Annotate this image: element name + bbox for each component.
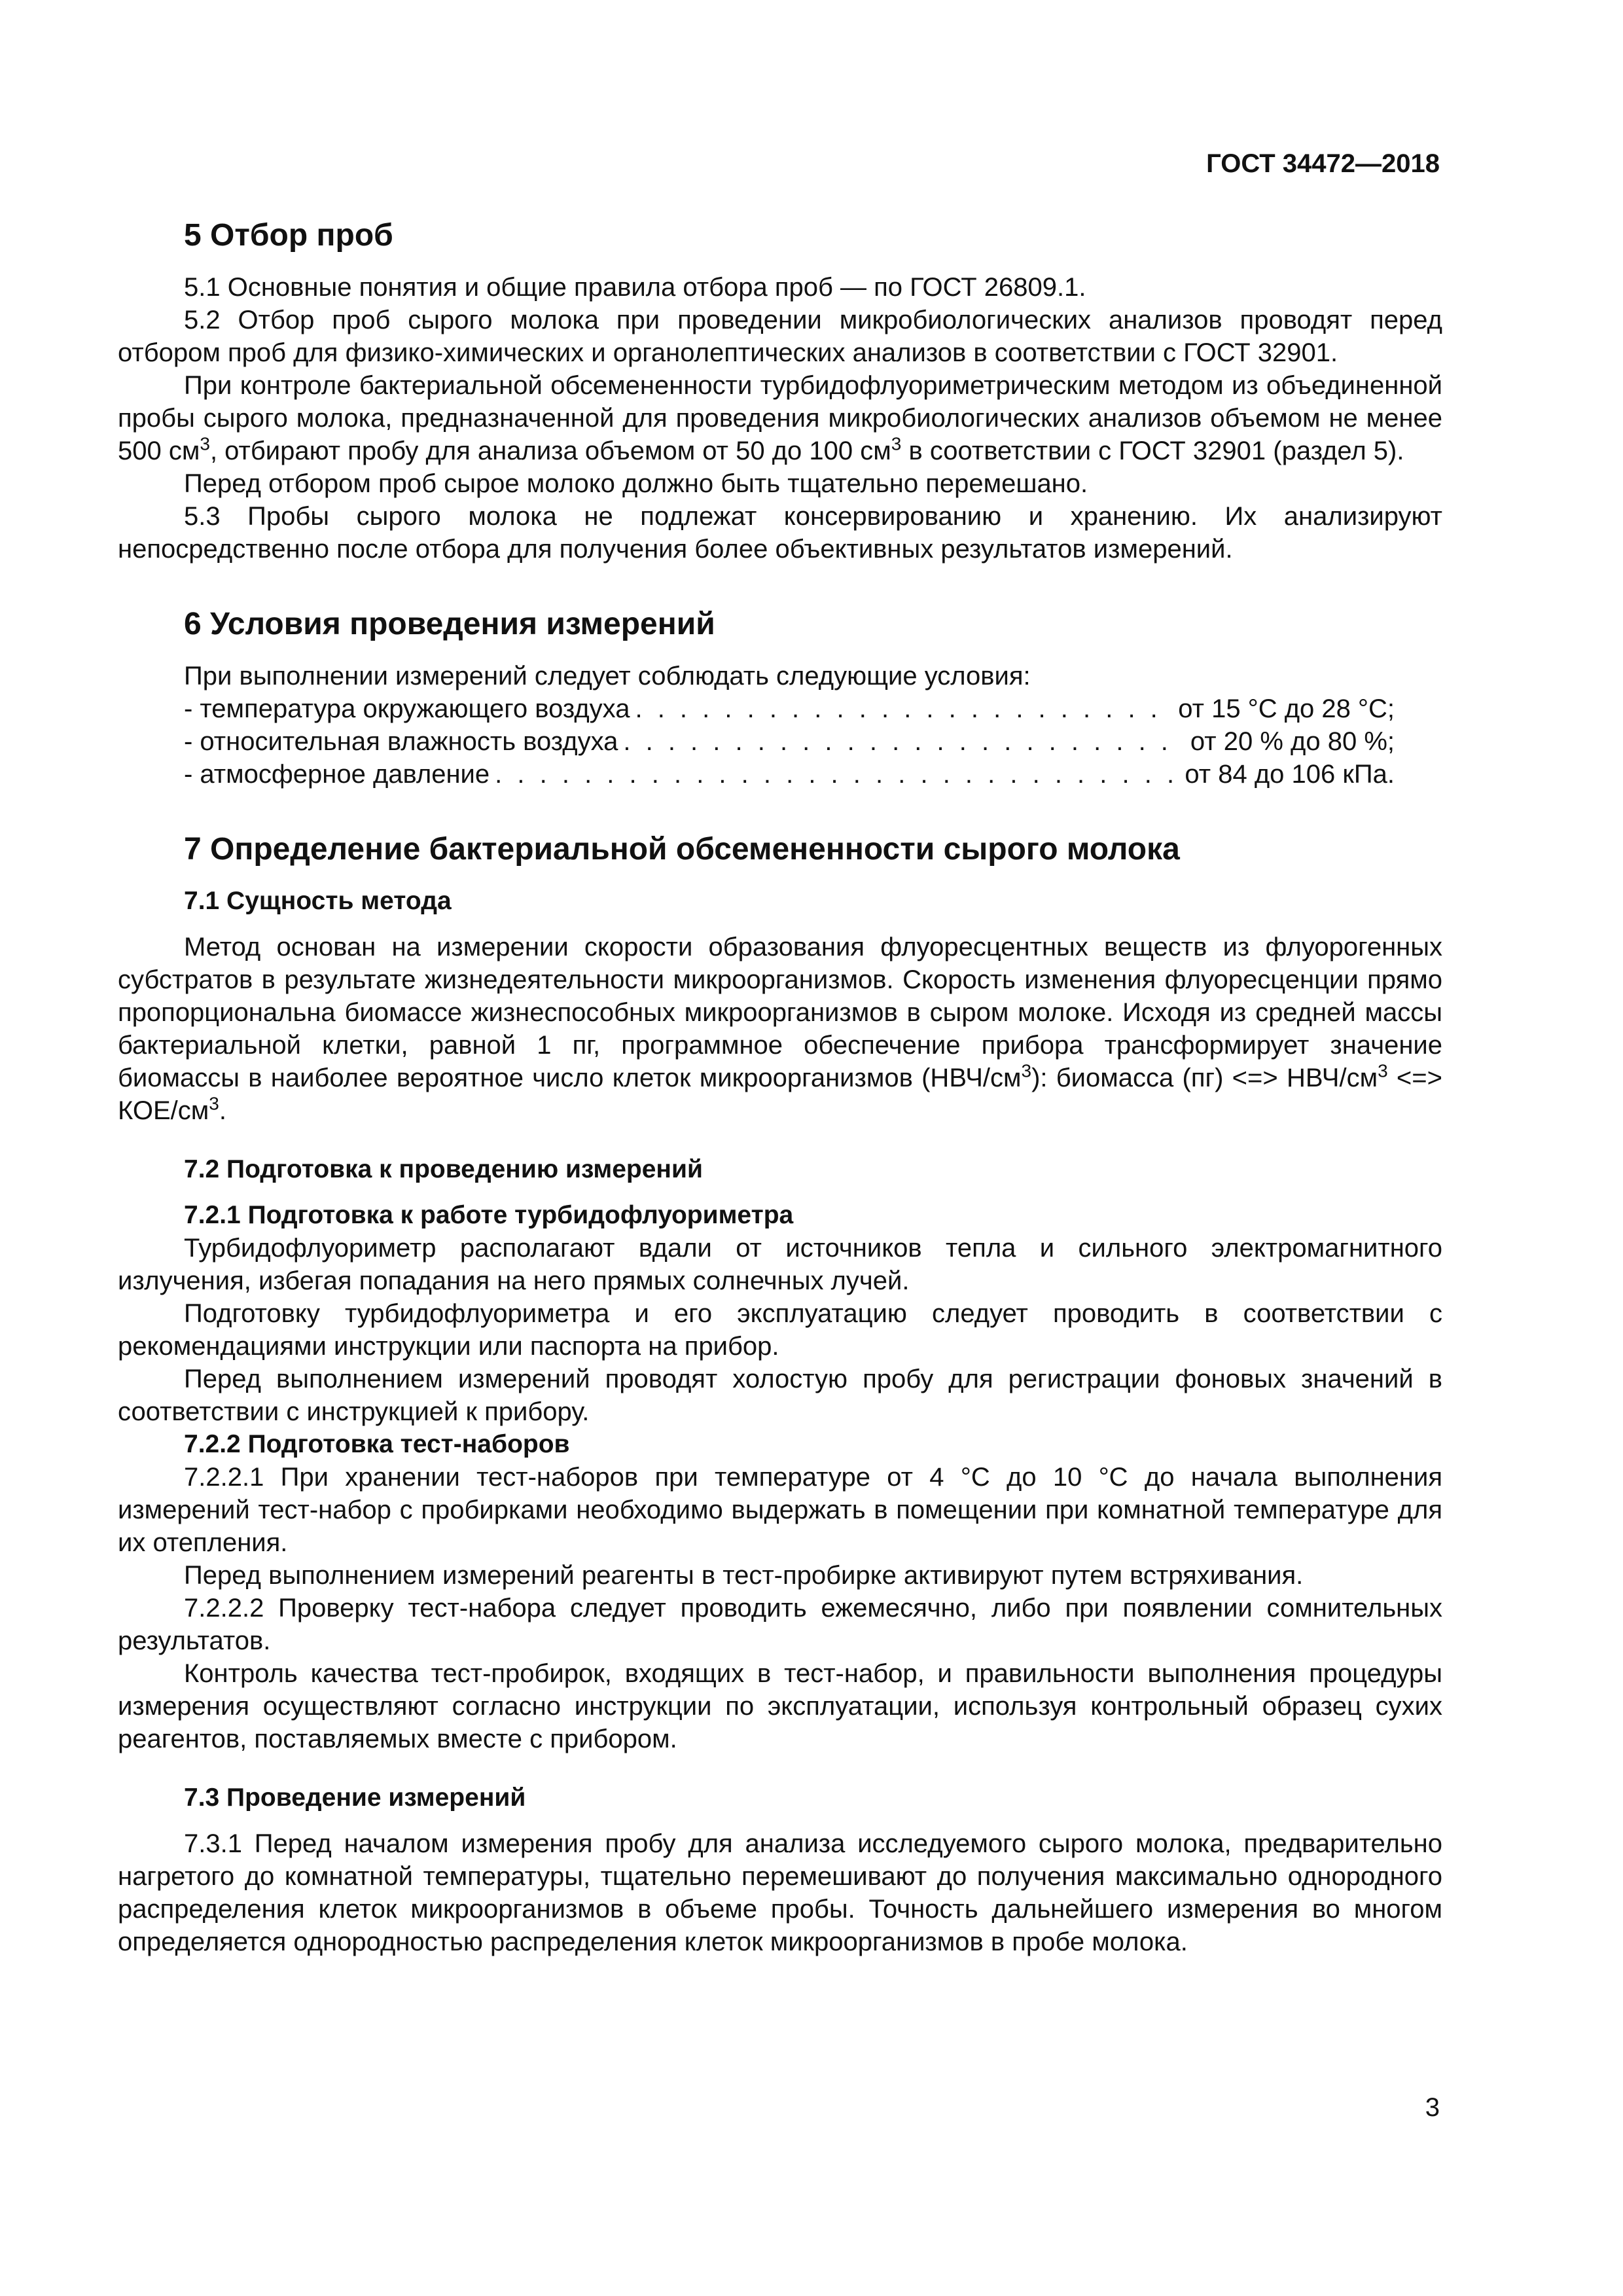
leader-dots (623, 725, 1185, 758)
document-body (118, 216, 1442, 1958)
superscript: 3 (891, 433, 902, 454)
para-5-2: 5.2 Отбор проб сырого молока при проведении микробиологических анализов проводят перед отбором проб для физико-химических и органолептических анализов в соответствии с ГОСТ 32901. (118, 306, 1442, 367)
para-7-1-text-a: Метод основан на измерении скорости образования флуоресцентных веществ из флуорогенных субстратов в результате жизнедеятельности микроорганизмов. Скорость изменения флуоресценции прямо пропорциональна биомассе жизнеспособных микроорганизмов в сыром молоке. Исходя из средней массы бактериальной клетки, равной 1 пг, программное обеспечение прибора трансформирует значение биомассы в наиболее вероятное число клеток микроорганизмов (НВЧ/см (118, 933, 1442, 1092)
para-7-2-2-2-b: Контроль качества тест-пробирок, входящих в тест-набор, и правильности выполнения процедуры измерения осуществляют согласно инструкции по эксплуатации, используя контрольный образец сухих реагентов, поставляемых вместе с прибором. (118, 1659, 1442, 1753)
condition-value: от 15 °С до 28 °С; (1178, 694, 1395, 723)
condition-label: - относительная влажность воздуха (184, 727, 618, 756)
para-7-2-2-1-b: Перед выполнением измерений реагенты в тест-пробирке активируют путем встряхивания. (184, 1561, 1304, 1590)
condition-row (118, 758, 1395, 791)
para-5-1: 5.1 Основные понятия и общие правила отбора проб — по ГОСТ 26809.1. (184, 273, 1086, 302)
condition-value: от 84 до 106 кПа. (1185, 760, 1395, 789)
superscript: 3 (209, 1093, 219, 1114)
para-7-2-1-c: Перед выполнением измерений проводят холостую пробу для регистрации фоновых значений в соответствии с инструкцией к прибору. (118, 1365, 1442, 1426)
subsection-7-2-1-title: 7.2.1 Подготовка к работе турбидофлуориметра (184, 1201, 794, 1229)
para-5-2-control-text-b: , отбирают пробу для анализа объемом от 50 до 100 см (209, 437, 891, 465)
section-7-title: 7 Определение бактериальной обсемененности сырого молока (184, 832, 1180, 867)
condition-row (118, 725, 1395, 758)
superscript: 3 (200, 433, 210, 454)
subsection-7-3-title: 7.3 Проведение измерений (184, 1784, 526, 1812)
para-7-1-text-c: <=> КОЕ/см (118, 1064, 1443, 1125)
subsection-7-2-2-title: 7.2.2 Подготовка тест-наборов (184, 1430, 570, 1458)
para-7-1 (118, 931, 1442, 1127)
section-6-title: 6 Условия проведения измерений (184, 607, 715, 641)
condition-row (118, 692, 1395, 725)
para-7-1-text-d: . (219, 1096, 226, 1125)
para-7-2-1-a: Турбидофлуориметр располагают вдали от источников тепла и сильного электромагнитного излучения, избегая попадания на него прямых солнечных лучей. (118, 1234, 1442, 1295)
subsection-7-1-title: 7.1 Сущность метода (184, 887, 452, 915)
para-7-2-1-b: Подготовку турбидофлуориметра и его эксплуатацию следует проводить в соответствии с рекомендациями инструкции или паспорта на прибор. (118, 1299, 1442, 1361)
section-5-title: 5 Отбор проб (184, 218, 393, 253)
para-5-3: 5.3 Пробы сырого молока не подлежат консервированию и хранению. Их анализируют непосредственно после отбора для получения более объективных результатов измерений. (118, 502, 1442, 564)
subsection-7-2-title: 7.2 Подготовка к проведению измерений (184, 1155, 703, 1183)
para-7-2-2-1: 7.2.2.1 При хранении тест-наборов при температуре от 4 °С до 10 °С до начала выполнения измерений тест-набор с пробирками необходимо выдержать в помещении при комнатной температуре для их отепления. (118, 1463, 1442, 1557)
para-5-2-control (118, 369, 1442, 467)
superscript: 3 (1378, 1060, 1388, 1081)
para-7-1-text-b: ): биомасса (пг) <=> НВЧ/см (1031, 1064, 1378, 1092)
page-number: 3 (1425, 2093, 1440, 2122)
document-code: ГОСТ 34472—2018 (1206, 149, 1440, 178)
para-7-2-2-2: 7.2.2.2 Проверку тест-набора следует проводить ежемесячно, либо при появлении сомнительных результатов. (118, 1594, 1442, 1655)
para-5-2-control-text-a: При контроле бактериальной обсемененности турбидофлуориметрическим методом из объединенной пробы сырого молока, предназначенной для проведения микробиологических анализов объемом не менее 500 см (118, 371, 1442, 465)
leader-dots (495, 758, 1179, 791)
para-5-2-control-text-c: в соответствии с ГОСТ 32901 (раздел 5). (901, 437, 1404, 465)
superscript: 3 (1021, 1060, 1032, 1081)
condition-label: - температура окружающего воздуха (184, 694, 630, 723)
leader-dots (635, 692, 1173, 725)
condition-label: - атмосферное давление (184, 760, 490, 789)
para-7-3-1: 7.3.1 Перед началом измерения пробу для анализа исследуемого сырого молока, предварительно нагретого до комнатной температуры, тщательно перемешивают до получения максимально однородного распределения клеток микроорганизмов в объеме пробы. Точность дальнейшего измерения во многом определяется однородностью распределения клеток микроорганизмов в пробе молока. (118, 1829, 1442, 1956)
condition-value: от 20 % до 80 %; (1190, 727, 1395, 756)
para-5-2-mixing: Перед отбором проб сырое молоко должно быть тщательно перемешано. (184, 469, 1088, 498)
conditions-intro: При выполнении измерений следует соблюдать следующие условия: (184, 662, 1031, 691)
